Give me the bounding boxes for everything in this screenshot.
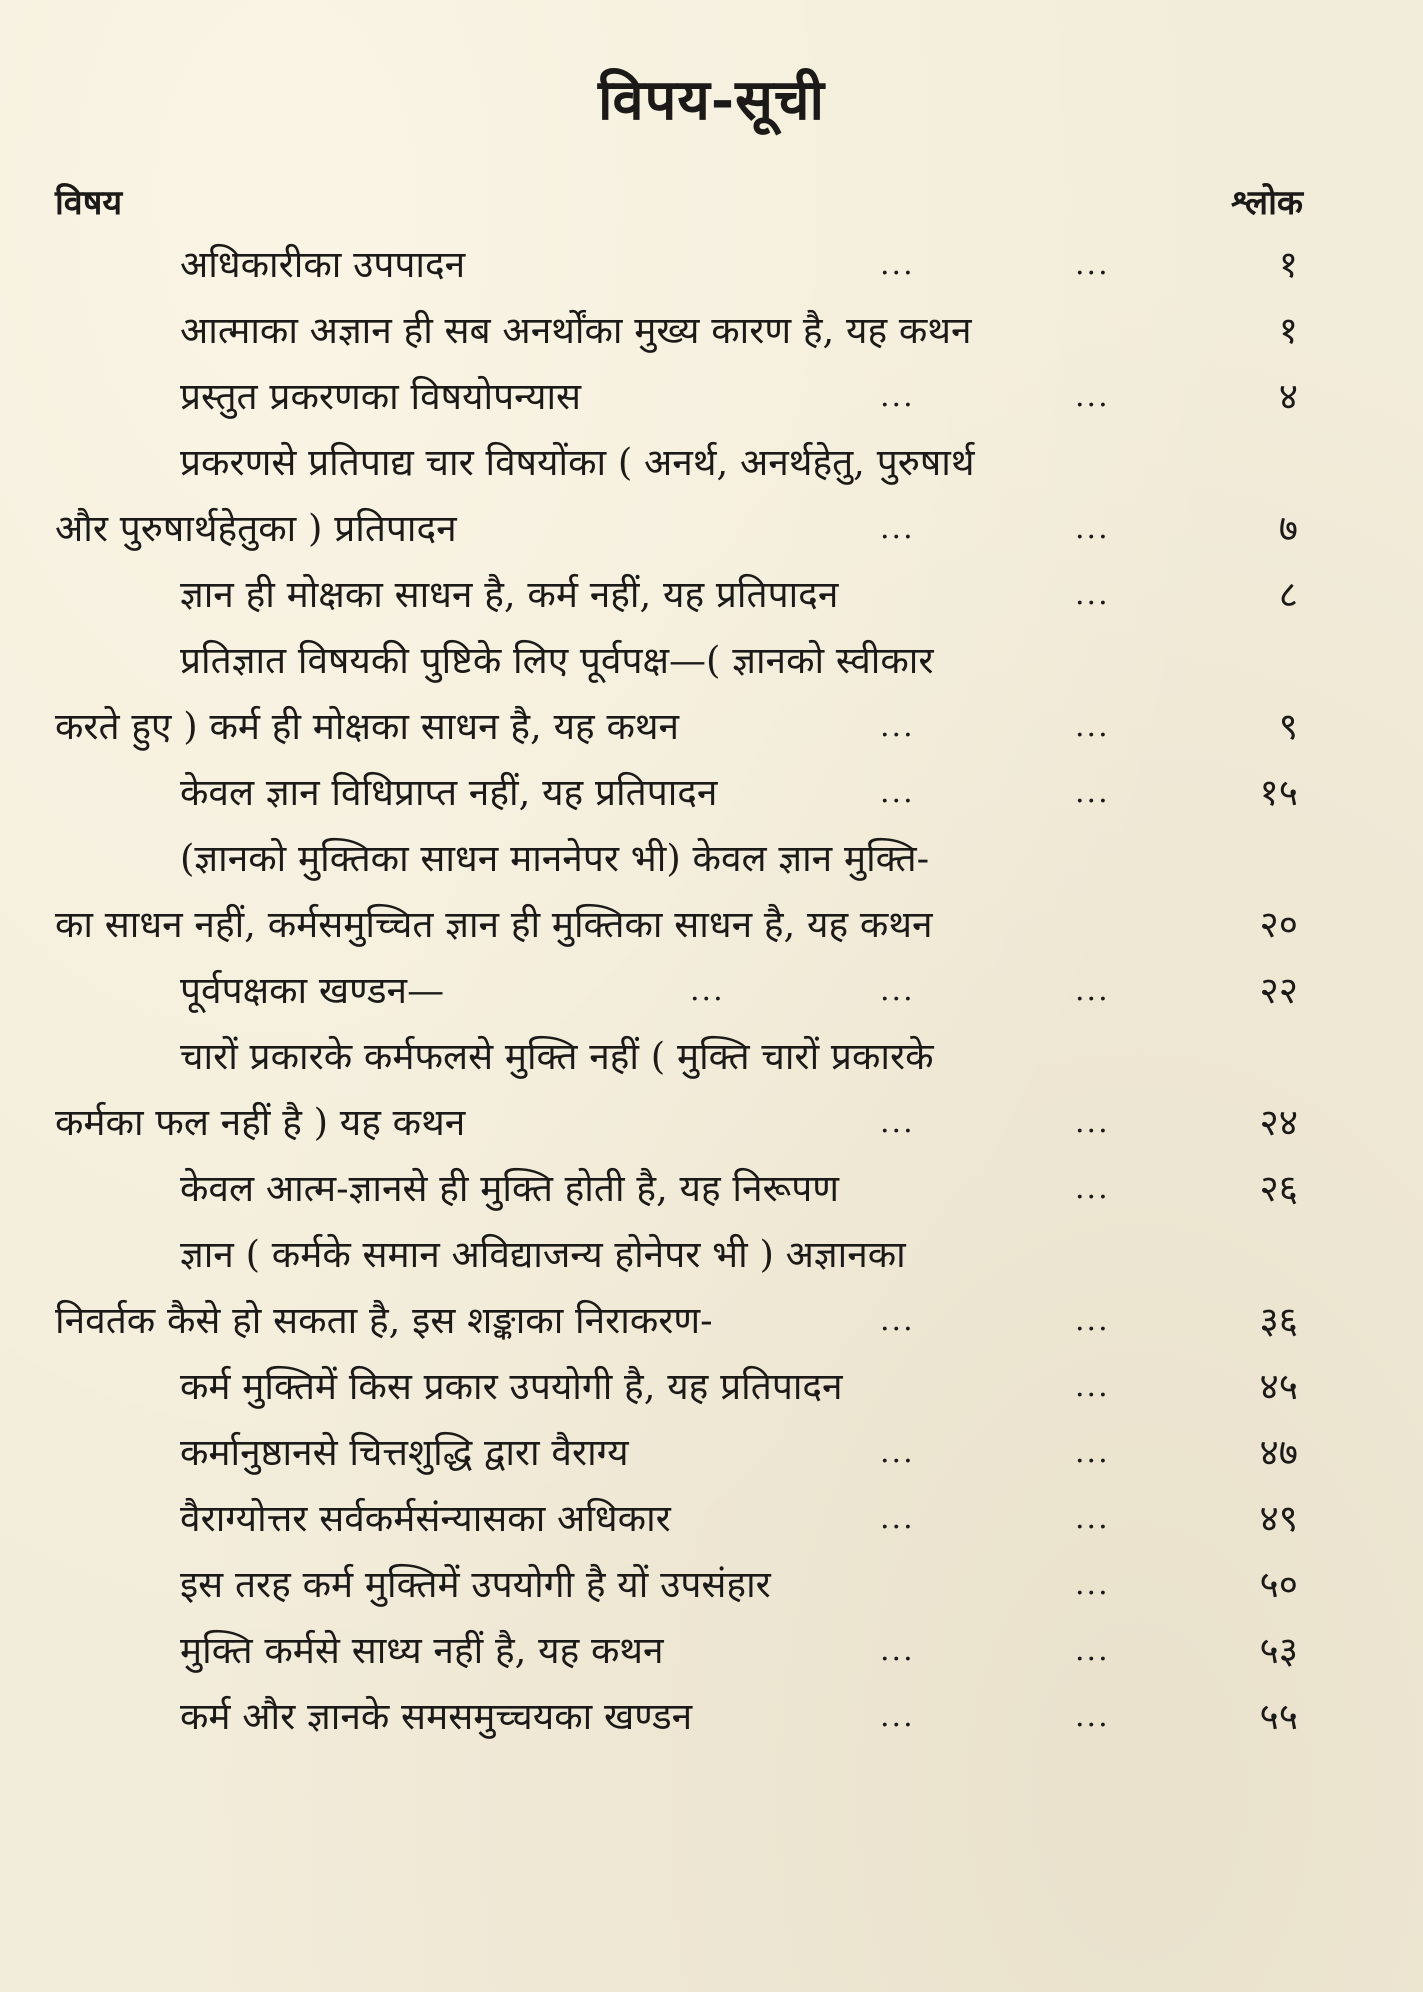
page-title: विपय-सूची bbox=[597, 67, 826, 133]
dot-leader: ... bbox=[1075, 1435, 1110, 1470]
toc-entry-text: इस तरह कर्म मुक्तिमें उपयोगी है यों उपसंहार bbox=[180, 1563, 771, 1606]
dot-leader: ... bbox=[880, 1303, 915, 1338]
dot-leader: ... bbox=[1075, 1699, 1110, 1734]
dot-leader: ... bbox=[1075, 973, 1110, 1008]
toc-entry-line bbox=[0, 430, 1423, 496]
verse-number: ८ bbox=[1278, 573, 1298, 616]
toc-entry-text: प्रस्तुत प्रकरणका विषयोपन्यास bbox=[180, 375, 582, 418]
toc-entry-line bbox=[0, 1552, 1423, 1618]
dot-leader: ... bbox=[1075, 775, 1110, 810]
verse-number: २२ bbox=[1259, 969, 1298, 1012]
toc-entry bbox=[0, 364, 1423, 430]
toc-entry-line bbox=[0, 1288, 1423, 1354]
dot-leader: ... bbox=[880, 1501, 915, 1536]
toc-entry-text: और पुरुषार्थहेतुका ) प्रतिपादन bbox=[55, 507, 457, 550]
verse-number: ५३ bbox=[1259, 1629, 1298, 1672]
toc-entry-text: मुक्ति कर्मसे साध्य नहीं है, यह कथन bbox=[180, 1629, 664, 1672]
toc-entry-line bbox=[0, 1156, 1423, 1222]
dot-leader: ... bbox=[880, 247, 915, 282]
toc-entry-line bbox=[0, 1420, 1423, 1486]
toc-entry bbox=[0, 232, 1423, 298]
toc-entry bbox=[0, 1156, 1423, 1222]
verse-number: ५० bbox=[1259, 1563, 1298, 1606]
dot-leader: ... bbox=[1075, 709, 1110, 744]
dot-leader: ... bbox=[880, 775, 915, 810]
toc-entry-line bbox=[0, 958, 1423, 1024]
column-header-verse: श्लोक bbox=[1231, 183, 1303, 223]
toc-entry bbox=[0, 1486, 1423, 1552]
dot-leader: ... bbox=[1075, 511, 1110, 546]
dot-leader: ... bbox=[1075, 1171, 1110, 1206]
dot-leader: ... bbox=[880, 709, 915, 744]
toc-entry-line bbox=[0, 826, 1423, 892]
toc-entry-line bbox=[0, 364, 1423, 430]
dot-leader: ... bbox=[880, 973, 915, 1008]
toc-entry bbox=[0, 1354, 1423, 1420]
toc-entry-line bbox=[0, 1090, 1423, 1156]
toc-entry-line bbox=[0, 760, 1423, 826]
toc-entry bbox=[0, 1552, 1423, 1618]
toc-entry-text: केवल आत्म-ज्ञानसे ही मुक्ति होती है, यह निरूपण bbox=[180, 1167, 840, 1210]
dot-leader: ... bbox=[1075, 247, 1110, 282]
toc-entry-text: कर्म मुक्तिमें किस प्रकार उपयोगी है, यह प्रतिपादन bbox=[180, 1365, 843, 1408]
toc-entry-text: चारों प्रकारके कर्मफलसे मुक्ति नहीं ( मुक्ति चारों प्रकारके bbox=[180, 1035, 934, 1078]
toc-entry-text: आत्माका अज्ञान ही सब अनर्थोंका मुख्य कारण है, यह कथन bbox=[180, 309, 972, 352]
toc-entry bbox=[0, 1684, 1423, 1750]
table-of-contents bbox=[0, 232, 1423, 1750]
toc-entry-text: पूर्वपक्षका खण्डन— bbox=[180, 969, 445, 1012]
verse-number: ४७ bbox=[1259, 1431, 1298, 1474]
verse-number: २४ bbox=[1259, 1101, 1298, 1144]
toc-entry-line bbox=[0, 1354, 1423, 1420]
toc-entry-text: कर्मानुष्ठानसे चित्तशुद्धि द्वारा वैराग्य bbox=[180, 1431, 629, 1474]
dot-leader: ... bbox=[1075, 379, 1110, 414]
toc-entry-line bbox=[0, 298, 1423, 364]
toc-entry bbox=[0, 430, 1423, 562]
dot-leader: ... bbox=[1075, 1501, 1110, 1536]
dot-leader: ... bbox=[880, 1105, 915, 1140]
dot-leader: ... bbox=[1075, 1633, 1110, 1668]
toc-entry-text: निवर्तक कैसे हो सकता है, इस शङ्काका निराकरण- bbox=[55, 1299, 713, 1342]
dot-leader: ... bbox=[880, 1633, 915, 1668]
toc-entry-line bbox=[0, 1684, 1423, 1750]
toc-entry-line bbox=[0, 1024, 1423, 1090]
toc-entry bbox=[0, 1222, 1423, 1354]
verse-number: १ bbox=[1278, 243, 1298, 286]
verse-number: २६ bbox=[1259, 1167, 1298, 1210]
dot-leader: ... bbox=[1075, 1369, 1110, 1404]
toc-entry-line bbox=[0, 694, 1423, 760]
toc-entry-line bbox=[0, 562, 1423, 628]
toc-entry-text: करते हुए ) कर्म ही मोक्षका साधन है, यह कथन bbox=[55, 705, 680, 748]
toc-entry-text: वैराग्योत्तर सर्वकर्मसंन्यासका अधिकार bbox=[180, 1497, 671, 1540]
toc-entry-line bbox=[0, 496, 1423, 562]
dot-leader: ... bbox=[1075, 1567, 1110, 1602]
toc-entry-text: प्रतिज्ञात विषयकी पुष्टिके लिए पूर्वपक्ष—( ज्ञानको स्वीकार bbox=[180, 639, 934, 682]
toc-entry-text: केवल ज्ञान विधिप्राप्त नहीं, यह प्रतिपादन bbox=[180, 771, 718, 814]
toc-entry bbox=[0, 760, 1423, 826]
verse-number: ३६ bbox=[1259, 1299, 1298, 1342]
column-header-subject: विषय bbox=[55, 183, 123, 223]
toc-entry-text: अधिकारीका उपपादन bbox=[180, 243, 466, 286]
toc-entry bbox=[0, 298, 1423, 364]
toc-entry-line bbox=[0, 1486, 1423, 1552]
verse-number: ९ bbox=[1278, 705, 1298, 748]
toc-entry bbox=[0, 1024, 1423, 1156]
verse-number: १५ bbox=[1259, 771, 1298, 814]
toc-entry-text: का साधन नहीं, कर्मसमुच्चित ज्ञान ही मुक्तिका साधन है, यह कथन bbox=[55, 903, 933, 946]
toc-entry bbox=[0, 958, 1423, 1024]
verse-number: ५५ bbox=[1259, 1695, 1298, 1738]
dot-leader: ... bbox=[880, 511, 915, 546]
toc-entry-text: कर्म और ज्ञानके समसमुच्चयका खण्डन bbox=[180, 1695, 693, 1738]
dot-leader: ... bbox=[1075, 577, 1110, 612]
toc-entry-text: प्रकरणसे प्रतिपाद्य चार विषयोंका ( अनर्थ, अनर्थहेतु, पुरुषार्थ bbox=[180, 441, 975, 484]
verse-number: ४५ bbox=[1259, 1365, 1298, 1408]
toc-entry-line bbox=[0, 1618, 1423, 1684]
toc-entry bbox=[0, 1420, 1423, 1486]
dot-leader: ... bbox=[880, 1435, 915, 1470]
dot-leader: ... bbox=[1075, 1303, 1110, 1338]
dot-leader: ... bbox=[1075, 1105, 1110, 1140]
toc-entry-line bbox=[0, 232, 1423, 298]
toc-entry bbox=[0, 562, 1423, 628]
toc-entry bbox=[0, 1618, 1423, 1684]
toc-entry-text: ज्ञान ( कर्मके समान अविद्याजन्य होनेपर भी ) अज्ञानका bbox=[180, 1233, 906, 1276]
toc-entry-text: (ज्ञानको मुक्तिका साधन माननेपर भी) केवल ज्ञान मुक्ति- bbox=[180, 837, 930, 880]
verse-number: ७ bbox=[1278, 507, 1298, 550]
toc-entry-text: ज्ञान ही मोक्षका साधन है, कर्म नहीं, यह प्रतिपादन bbox=[180, 573, 839, 616]
toc-entry bbox=[0, 628, 1423, 760]
dot-leader: ... bbox=[690, 973, 725, 1008]
verse-number: ४९ bbox=[1259, 1497, 1298, 1540]
toc-entry-line bbox=[0, 1222, 1423, 1288]
toc-entry-line bbox=[0, 892, 1423, 958]
toc-entry-line bbox=[0, 628, 1423, 694]
toc-entry-text: कर्मका फल नहीं है ) यह कथन bbox=[55, 1101, 466, 1144]
verse-number: ४ bbox=[1278, 375, 1298, 418]
toc-entry bbox=[0, 826, 1423, 958]
verse-number: १ bbox=[1278, 309, 1298, 352]
dot-leader: ... bbox=[880, 379, 915, 414]
verse-number: २० bbox=[1259, 903, 1298, 946]
dot-leader: ... bbox=[880, 1699, 915, 1734]
